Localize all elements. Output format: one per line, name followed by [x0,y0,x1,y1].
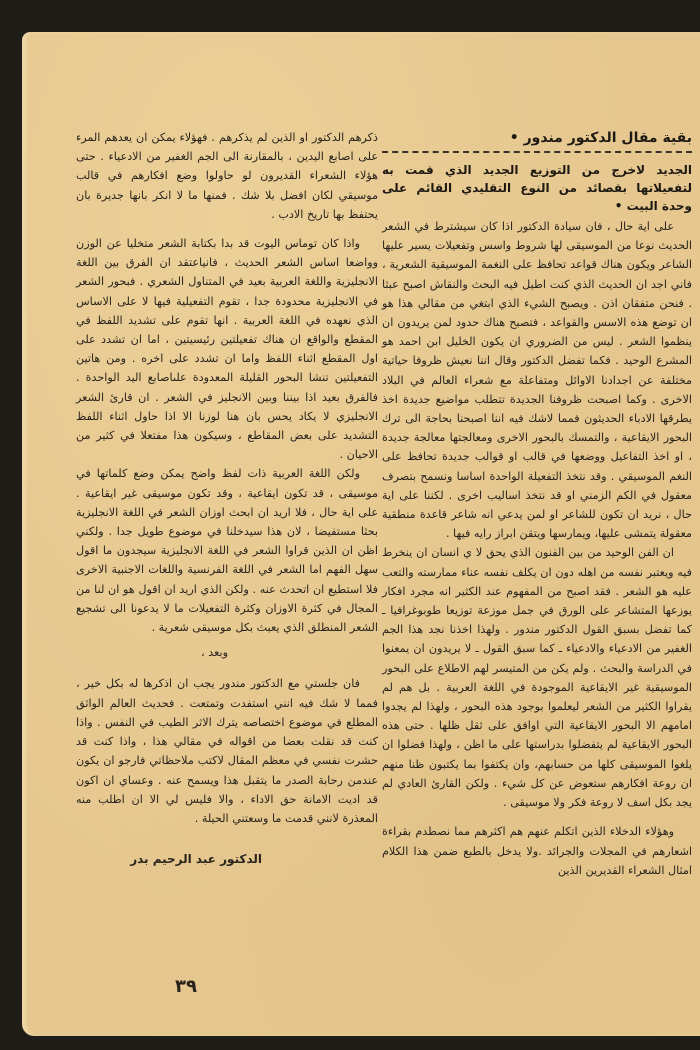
article-deck: الجديد لاخرج من التوزيع الجديد الذي قمت به لتفعيلاتها بقصائد من النوع التقليدي القائم على وحدة البيت • [382,163,692,213]
continued-article-title: بقية مقال الدكتور مندور • [382,128,692,153]
body-paragraph: ان الفن الوحيد من بين الفنون الذي يحق لا ي انسان ان ينخرط فيه ويعتبر نفسه من اهله دون ان يكلف نفسه عناء ممارسته والتعب عليه هو الشعر . فقد اصبح من المفهوم عند الكثير انه مجرد افكار يوزعها المتشاعر على الورق في جمل موزعة توزيعا طوبوغرافيا ـ كما تفضل بسبق القول الدكتور مندور . ولهذا اخذنا نجد هذا الجم الغفير من الادعياء والادعياء ـ كما سبق القول ـ لا يريدون ان يمعنوا في الدراسة والبحث . ولم يكن من المتيسر لهم الاطلاع على البحور الموسيقية غير الايقاعية الموجودة في اللغة العربية . بل هم لم يقراوا الكثير من الشعر ليعلموا بوجود هذه البحور ، ولهذا لم يجدوا امامهم الا البحور الايقاعية التي اوافق على ثقل ظلها . حتى هذه البحور الايقاعية لم يتفضلوا بدراستها على ما اظن ، ولهذا فضلوا ان يلغوا الموسيقى كلها من حسابهم، وان يكتفوا بما يكتبون ظنا منهم ان روعة افكارهم ستعوض عن كل شيء . ولكن القارئ العادي لم يجد بكل اسف لا روعة فكر ولا موسيقى . [382,546,692,810]
body-paragraph: على اية حال ، فان سيادة الدكتور اذا كان سيشترط في الشعر الحديث نوعا من الموسيقى لها شروط واسس وتفعيلات يسير عليها الشاعر ويكون هناك قواعد تحافظ على النغمة الموسيقية الشعرية ، فاني اجد ان الحديث الذي كنت اطيل فيه البحث والنقاش اصبح عبثا . فنحن متفقان اذن . ويصبح الشيء الذي ابتغي من مقالي هذا هو ان توضع هذه الاسس والقواعد ، فتصبح هناك حدود لمن يريدون ان ينظموا الشعر . ليس من الضروري ان يكون الخليل ابن احمد هو المشرع الوحيد . فكما تفضل الدكتور وقال اننا نعيش ظروفا حياتية مختلفة عن اجدادنا الاوائل ومتفاعلة مع شعراء العالم في البلاد الاخرى . وكما اصبحت ظروفنا الجديدة تتطلب مواضيع جديدة اخذ يطرقها الادباء الحديثون فمما لاشك فيه اننا اصبحنا بحاجة الى ترك البحور الايقاعية ، والتمسك بالبحور الاخرى ومعالجتها معالجة جديدة ، او اخذ التفاعيل ووضعها في قالب او قوالب جديدة تحافظ على النغم الموسيقي . وقد نتخذ التفعيلة الواحدة اساسا ونسمح بتصرف معقول في الكم الزمني او قد نتخذ اساليب اخرى . لكننا على اية حال ، نريد ان تكون للشاعر او لمن يدعي انه شاعر قاعدة منطقية معقولة يتمشى عليها، ويمارسها ويتقن ابراز رايه فيها . [382,220,692,541]
page-number: ٣٩ [175,976,197,997]
body-paragraph: ذكرهم الدكتور او الذين لم يذكرهم . فهؤلاء يمكن ان يعدهم المرء على اصابع اليدين ، بالمقارنة الى الجم الغفير من الادعياء . حتى هؤلاء الشعراء القديرون لو حاولوا وضع افكارهم في قالب موسيقي لكان افضل بلا شك . فمنها ما لا انكر بانها جديرة بان يحتفظ بها تاريخ الادب . [76,131,378,221]
body-paragraph: ولكن اللغة العربية ذات لفظ واضح يمكن وضع كلماتها في موسيقى ، قد تكون ايقاعية ، وقد تكون موسيقى غير ايقاعية . على اية حال ، فلا اريد ان ابحث اوزان الشعر في اللغة الانجليزية بحثا مستفيضا ، لان هذا سيدخلنا في موضوع طويل جدا . ولكني اظن ان الذين قراوا الشعر في اللغة الانجليزية سيجدون ما اقول سهل الفهم اما الشعر في اللغة الفرنسية واللغات الاجنبية الاخرى فلا استطيع ان اتحدث عنه . ولكن الذي اريد ان اقول هو ان لنا من المجال في كثرة الاوزان وكثرة التفعيلات ما لا يدعونا الى تشجيع الشعر المنطلق الذي يعبث بكل موسيقى شعرية . [76,467,378,635]
body-paragraph: واذا كان توماس اليوت قد بدا بكتابة الشعر متخليا عن الوزن وواضعا اساس الشعر الحديث ، فانياعتقد ان الفرق بين اللغة الانجليزية واللغة العربية بعيد في المتناول الشعري . فبحور الشعر في الانجليزية محدودة جدا ، تقوم التفعيلية فيها لا على الاساس الذي نعهده في اللغة العربية . انها تقوم على تشديد اللفظ في المقطع والواقع ان هناك تفعيلتين رئيسيتين ، اما ان تشدد على اول المقطع اثناء اللفظ واما ان تشدد على اخره . ومن هاتين التفعيلتين تنشا البحور القليلة المعدودة علىاصابع اليد الواحدة . فالفرق بعيد اذا بيننا وبين الانجليز في الشعر . ان قارئ الشعر الانجليزي لا يكاد يحس بان هنا لوزنا الا اذا حاول اثناء اللفظ التشديد على بعض المقاطع ، وسيكون هذا مفتعلا في كثير من الاحيان . [76,237,378,462]
left-column [76,128,378,869]
magazine-page [22,32,700,1036]
author-signature: الدكتور عبد الرحيم بدر [130,852,262,867]
body-paragraph: وهؤلاء الدخلاء الذين اتكلم عنهم هم اكثرهم مما نصطدم بقراءة اشعارهم في المجلات والجرائد .ولا يدخل بالطبع ضمن هذا الكلام امثال الشعراء القديرين الذين [382,825,692,877]
transition-text: وبعد ، [201,646,228,660]
right-column [382,128,692,880]
closing-paragraph: فان جلستي مع الدكتور مندور يجب ان اذكرها له بكل خير ، فمما لا شك فيه انني استفدت وتمتعت . فحديث العالم الواثق المطلع في موضوع اختصاصه يترك الاثر الطيب في النفس . واذا كنت قد نقلت بعضا من اقواله في مقالي هذا ، واذا كنت قد حشرت نفسي في معظم المقال لاكتب ملاحظاتي فارجو ان يكون عندمن رحابة الصدر ما يتقبل هذا ويسمح عنه . وعساي ان اكون قد اديت الامانة حق الاداء ، والا فليس لي الا ان اطلب منه المعذرة لانني قدمت ما وسعتني الحيلة . [76,677,378,825]
